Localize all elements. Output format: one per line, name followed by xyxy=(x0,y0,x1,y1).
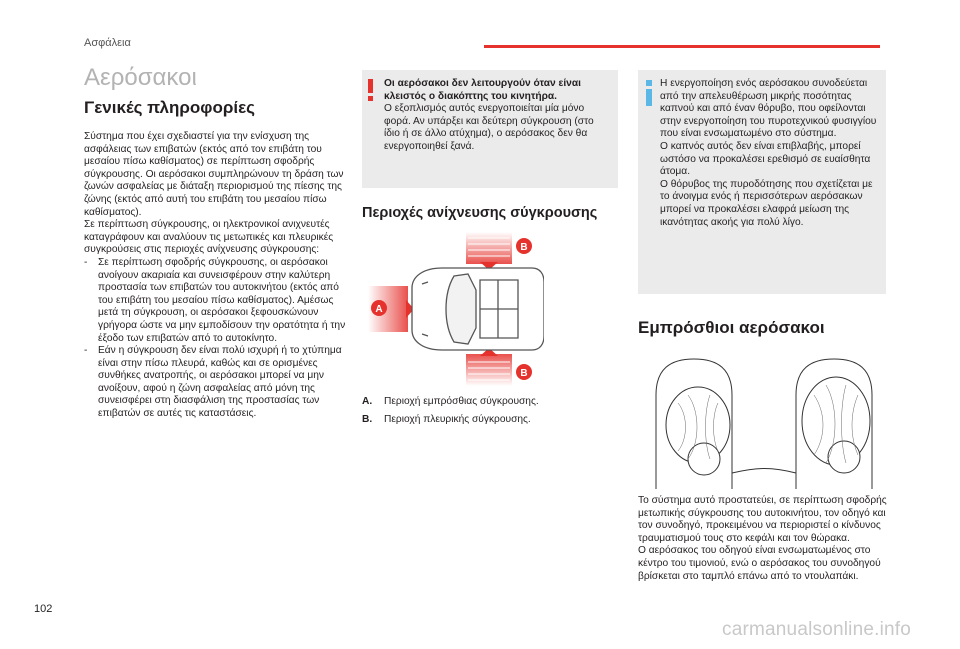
zone-a-marker xyxy=(371,300,387,316)
legend-key: B. xyxy=(362,413,373,425)
front-airbags-text xyxy=(638,495,888,583)
general-text-block xyxy=(84,131,356,421)
front-airbags-paragraph-1: Το σύστημα αυτό προστατεύει, σε περίπτωση σφοδρής μετωπικής σύγκρουσης του αυτοκινήτου, τον οδηγό και τον συνοδηγό, προκειμένου να περιοριστεί ο κίνδυνος τραυματισμού τους στο κεφάλι και τον θώρακα. xyxy=(638,495,887,544)
car-top-view xyxy=(412,268,544,350)
front-airbags-heading: Εμπρόσθιοι αερόσακοι xyxy=(638,318,825,337)
zone-a-marker-label: A xyxy=(375,304,383,315)
warning-body: Ο εξοπλισμός αυτός ενεργοποιείται μία μόνο φορά. Αν υπάρξει και δεύτερη σύγκρουση (στο ίδιο ή σε άλλο ατύχημα), ο αερόσακος δεν θα ενεργοποιηθεί ξανά. xyxy=(384,103,594,152)
general-paragraph-1: Σύστημα που έχει σχεδιαστεί για την ενίσχυση της ασφάλειας των επιβατών (εκτός από τον επιβάτη του μεσαίου πίσω καθίσματος) σε περίπτωση σφοδρής σύγκρουσης. Οι αερόσακοι συμπληρώνουν τη δράση των ζωνών ασφαλείας με διάταξη περιορισμού της πίεσης της ζώνης (εκτός από αυτή του επιβάτη του μεσαίου πίσω καθίσματος). xyxy=(84,131,344,218)
front-airbags-illustration xyxy=(648,355,880,490)
legend-item xyxy=(362,396,612,409)
watermark: carmanualsonline.info xyxy=(722,619,912,640)
zone-b-marker-label: B xyxy=(520,242,528,253)
info-box xyxy=(638,70,886,294)
section-header-label: Ασφάλεια xyxy=(84,37,131,49)
zone-b-marker-top xyxy=(516,238,532,254)
bullet-text: Σε περίπτωση σφοδρής σύγκρουσης, οι αερόσακοι ανοίγουν ακαριαία και συνεισφέρουν στην καλύτερη προστασία των επιβατών του αυτοκινήτου (εκτός από του επιβάτη του μεσαίου πίσω καθίσματος). Αμέσως μετά τη σύγκρουση, οι αερόσακοι ξεφουσκώνουν γρήγορα ώστε να μην εμποδίσουν την ορατότητα ή την έξοδο των επιβατών από το αυτοκίνητο. xyxy=(98,256,346,344)
legend-text: Περιοχή πλευρικής σύγκρουσης. xyxy=(384,413,531,425)
info-line: Η ενεργοποίηση ενός αερόσακου συνοδεύεται από την απελευθέρωση μικρής ποσότητας καπνού και από έναν θόρυβο, που οφείλονται στην ενεργοποίηση του πυροτεχνικού φυσιγγίου που είναι ενσωματωμένο στο σύστημα. xyxy=(660,78,877,140)
general-heading: Γενικές πληροφορίες xyxy=(84,98,255,117)
side-impact-zone-top xyxy=(466,232,512,270)
info-line: Ο θόρυβος της πυροδότησης που σχετίζεται με το άνοιγμα ενός ή περισσότερων αερόσακων μπορεί να προκαλέσει ελαφρά μείωση της ικανότητας ακοής για πολύ λίγο. xyxy=(660,178,873,228)
driver-head xyxy=(688,443,720,475)
legend-text: Περιοχή εμπρόσθιας σύγκρουσης. xyxy=(384,396,539,407)
detection-legend xyxy=(362,396,612,431)
warning-title: Οι αερόσακοι δεν λειτουργούν όταν είναι κλειστός ο διακόπτης του κινητήρα. xyxy=(384,78,581,102)
page-title: Αερόσακοι xyxy=(84,64,197,91)
info-text-block xyxy=(660,78,882,229)
legend-key: A. xyxy=(362,396,373,407)
warning-text-block xyxy=(384,78,612,154)
bullet-item xyxy=(84,345,356,421)
bullet-dash: - xyxy=(84,256,88,268)
bullet-text: Εάν η σύγκρουση δεν είναι πολύ ισχυρή ή το χτύπημα είναι στην πίσω πλευρά, καθώς και σε ορισμένες συνθήκες ανατροπής, οι αερόσακοι μπορεί να μην ανοίξουν, αφού η ζώνη ασφαλείας από μόνη της συνεισφέρει στη διασφάλιση της προστασίας των επιβατών σε αυτές τις καταστάσεις. xyxy=(98,345,342,420)
legend-item xyxy=(362,414,612,427)
bullet-dash: - xyxy=(84,345,88,357)
page-number: 102 xyxy=(34,603,53,615)
front-airbags-paragraph-2: Ο αερόσακος του οδηγού είναι ενσωματωμένος στο κέντρο του τιμονιού, ενώ ο αερόσακος του συνοδηγού βρίσκεται στο ταμπλό επάνω από το ντουλαπάκι. xyxy=(638,545,881,582)
zone-b-marker-bottom xyxy=(516,364,532,380)
header-accent-rule xyxy=(484,45,880,48)
warning-box xyxy=(362,70,618,188)
general-paragraph-2: Σε περίπτωση σύγκρουσης, οι ηλεκτρονικοί ανιχνευτές καταγράφουν και αναλύουν τις μετωπικές και πλευρικές συγκρούσεις στις περιοχές ανίχνευσης σύγκρουσης: xyxy=(84,219,334,256)
detection-heading: Περιοχές ανίχνευσης σύγκρουσης xyxy=(362,205,598,221)
side-impact-zone-bottom xyxy=(466,348,512,386)
info-line: Ο καπνός αυτός δεν είναι επιβλαβής, μπορεί ωστόσο να προκαλέσει ερεθισμό σε ευαίσθητα άτομα. xyxy=(660,140,871,178)
zone-b-marker-label: B xyxy=(520,368,528,379)
warning-exclamation-icon xyxy=(367,79,374,103)
info-icon xyxy=(646,80,652,106)
bullet-item xyxy=(84,257,356,345)
crash-detection-zones-diagram xyxy=(368,228,544,390)
